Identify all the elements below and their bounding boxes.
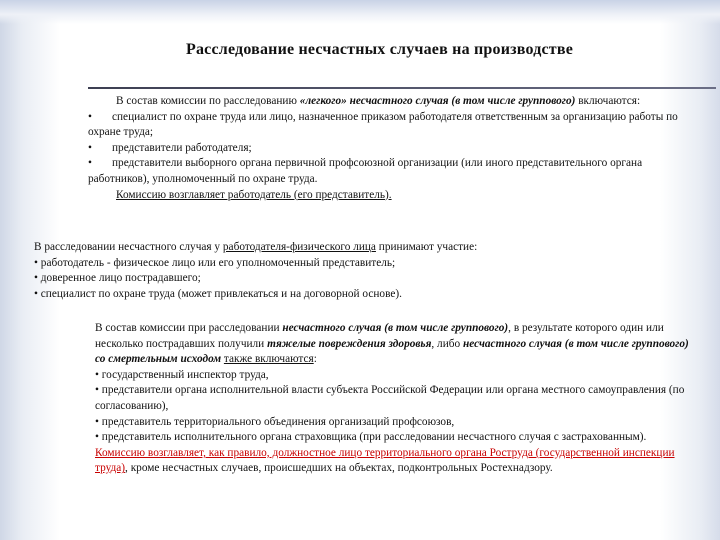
list-item — [95, 415, 700, 431]
list-item — [95, 430, 700, 446]
list-item-text: представители работодателя; — [112, 141, 252, 154]
closing-text: , кроме несчастных случаев, происшедших на объектах, подконтрольных Ростехнадзору. — [125, 462, 553, 475]
bullet-icon: • — [88, 110, 92, 123]
list-item — [95, 383, 700, 414]
list-item-text: специалист по охране труда или лицо, назначенное приказом работодателя ответственным за организацию работы по охране труда; — [88, 110, 678, 139]
section-intro — [34, 240, 674, 256]
intro-text: В расследовании несчастного случая у — [34, 241, 223, 253]
intro-text-end: включаются: — [575, 95, 641, 107]
intro-emphasis: тяжелые повреждения здоровья — [267, 337, 432, 350]
closing-text: Комиссию возглавляет работодатель (его представитель). — [116, 188, 392, 201]
bullet-icon: • — [34, 272, 38, 285]
list-item-text: представители органа исполнительной власти субъекта Российской Федерации или органа местного самоуправления (по согласованию), — [95, 384, 685, 412]
closing-highlight: Комиссию возглавляет, как правило, должностное лицо территориального органа Роструда (государственной инспекции труда) — [95, 446, 675, 475]
list-item-text: представители выборного органа первичной профсоюзной организации (или иного представительного органа работников), уполномоченный по охране труда. — [88, 157, 643, 185]
list-item-text: доверенное лицо пострадавшего; — [40, 272, 201, 285]
intro-text-end: : — [313, 353, 317, 366]
intro-emphasis: «легкого» несчастного случая (в том числе группового) — [299, 95, 576, 107]
list-item-text: представитель территориального объединения организаций профсоюзов, — [101, 415, 455, 428]
top-decorative-band — [0, 0, 720, 24]
list-item — [34, 287, 674, 303]
list-item-text: представитель исполнительного органа страховщика (при расследовании несчастного случая с застрахованным). — [101, 431, 647, 444]
intro-emphasis: несчастного случая (в том числе группового) — [282, 322, 509, 334]
bullet-icon: • — [95, 431, 99, 444]
list-item — [88, 141, 700, 157]
section-light-accident — [88, 94, 700, 203]
intro-underlined: также включаются — [223, 353, 314, 366]
bullet-icon: • — [34, 256, 38, 269]
bullet-icon: • — [34, 287, 38, 300]
intro-text: В состав комиссии при расследовании — [95, 322, 283, 334]
intro-text: , либо — [431, 337, 463, 350]
list-item-text: государственный инспектор труда, — [101, 368, 269, 381]
bullet-icon: • — [95, 368, 99, 381]
bullet-icon: • — [88, 141, 92, 154]
list-item-text: работодатель - физическое лицо или его уполномоченный представитель; — [40, 256, 396, 269]
list-item — [88, 110, 700, 141]
bullet-icon: • — [95, 384, 99, 397]
intro-text: В состав комиссии по расследованию — [116, 95, 300, 107]
bullet-icon: • — [95, 415, 99, 428]
section-individual-employer — [34, 240, 674, 302]
title-divider — [88, 87, 716, 89]
section-closing — [88, 188, 700, 204]
intro-emphasis: несчастного случая (в том числе группового) со смертельным исходом — [95, 337, 689, 366]
list-item — [34, 256, 674, 272]
list-item — [95, 368, 700, 384]
intro-text: , в результате которого один или несколько пострадавших получили — [95, 322, 664, 350]
list-item — [34, 271, 674, 287]
page-title: Расследование несчастных случаев на производстве — [186, 41, 574, 58]
section-severe-accident — [95, 321, 700, 477]
section-intro — [88, 94, 700, 110]
intro-underlined: работодателя-физического лица — [222, 241, 376, 253]
intro-text-end: принимают участие: — [375, 241, 478, 253]
list-item-text: специалист по охране труда (может привлекаться и на договорной основе). — [40, 287, 402, 300]
section-closing — [95, 446, 700, 477]
bullet-icon: • — [88, 157, 92, 170]
list-item — [88, 156, 700, 187]
section-intro — [95, 321, 700, 368]
